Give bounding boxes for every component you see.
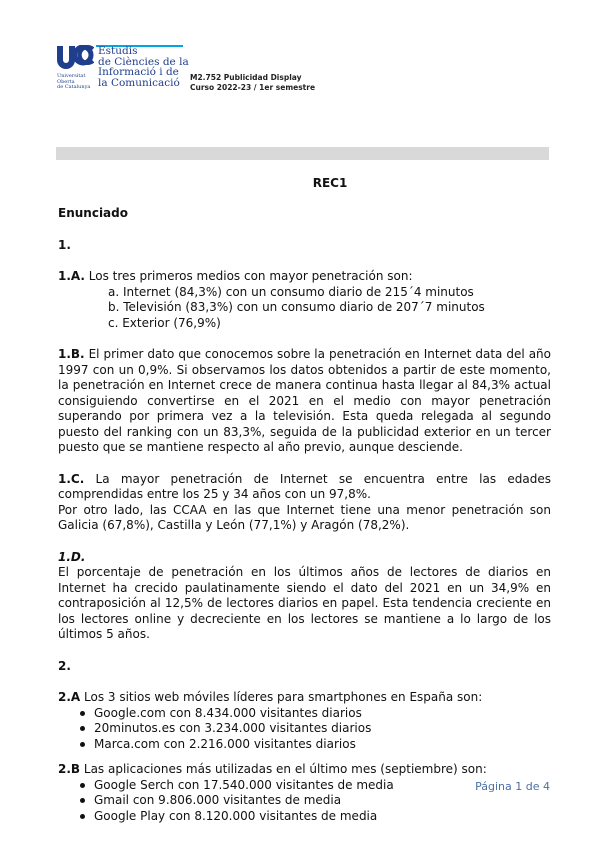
list-item: b. Televisión (83,3%) con un consumo diario de 207´7 minutos — [108, 300, 485, 314]
media-list — [58, 285, 551, 332]
course-info — [190, 73, 315, 93]
list-item: a. Internet (84,3%) con un consumo diario de 215´4 minutos — [108, 284, 474, 299]
page-number: Página 1 de 4 — [475, 780, 550, 793]
uoc-logo-icon — [56, 45, 94, 73]
logo-studies-name: Estudis de Ciències de la Informació i de la Comunicació — [98, 45, 189, 89]
paragraph-1c: 1.C. La mayor penetración de Internet se encuentra entre las edades comprendidas entre los 25 y 34 años con un 97,8%. — [58, 471, 551, 501]
paragraph-1b: 1.B. El primer dato que conocemos sobre la penetración en Internet data del año 1997 con un 0,9%. Si observamos los datos obtenidos a partir de este momento, la penetración en Internet crece de manera continua hasta llegar al 84,3% actual consiguiendo convertirse en el 2021 en el medio con mayor penetración superando por primera vez a la televisión. Esta queda relegada al segundo puesto del ranking con un 83,3%, seguida de la publicidad exterior en un tercer puesto que se mantiene respecto al año previo, aunque desciende. — [58, 347, 551, 454]
paragraph-2b: 2.B Las aplicaciones más utilizadas en el último mes (septiembre) son: — [58, 762, 487, 776]
list-item: 20minutos.es con 3.234.000 visitantes diarios — [80, 721, 551, 737]
list-item: Marca.com con 2.216.000 visitantes diarios — [80, 737, 551, 753]
websites-list — [58, 706, 551, 753]
header-band — [56, 147, 549, 160]
paragraph-1c-cont: Por otro lado, las CCAA en las que Internet tiene una menor penetración son Galicia (67,8%), Castilla y León (77,1%) y Aragón (78,2%). — [58, 502, 551, 532]
label-1d: 1.D. — [58, 549, 86, 564]
list-item: Gmail con 9.806.000 visitantes de media — [80, 793, 551, 809]
list-item: Google Serch con 17.540.000 visitantes de media — [80, 778, 551, 794]
paragraph-2a: 2.A Los 3 sitios web móviles líderes para smartphones en España son: — [58, 690, 483, 704]
list-item: Google Play con 8.120.000 visitantes de media — [80, 809, 551, 825]
document-body — [58, 206, 551, 824]
paragraph-1a: 1.A. Los tres primeros medios con mayor penetración son: — [58, 269, 413, 283]
document-title: REC1 — [312, 176, 348, 190]
list-item: c. Exterior (76,9%) — [108, 315, 221, 330]
section-heading: Enunciado — [58, 206, 128, 220]
logo-university-name: Universitat Oberta de Catalunya — [57, 73, 91, 91]
course-term: Curso 2022-23 / 1er semestre — [190, 83, 316, 92]
course-code: M2.752 Publicidad Display — [190, 73, 302, 82]
question-number: 1. — [58, 237, 71, 252]
list-item: Google.com con 8.434.000 visitantes diarios — [80, 706, 551, 722]
question-number: 2. — [58, 658, 71, 673]
paragraph-1d: El porcentaje de penetración en los últimos años de lectores de diarios en Internet ha crecido paulatinamente siendo el dato del 2021 en un 34,9% en contraposición al 12,5% de lectores diarios en papel. Esta tendencia creciente en los lectores online y decreciente en los lectores se mantiene a lo largo de los últimos 5 años. — [58, 565, 551, 641]
